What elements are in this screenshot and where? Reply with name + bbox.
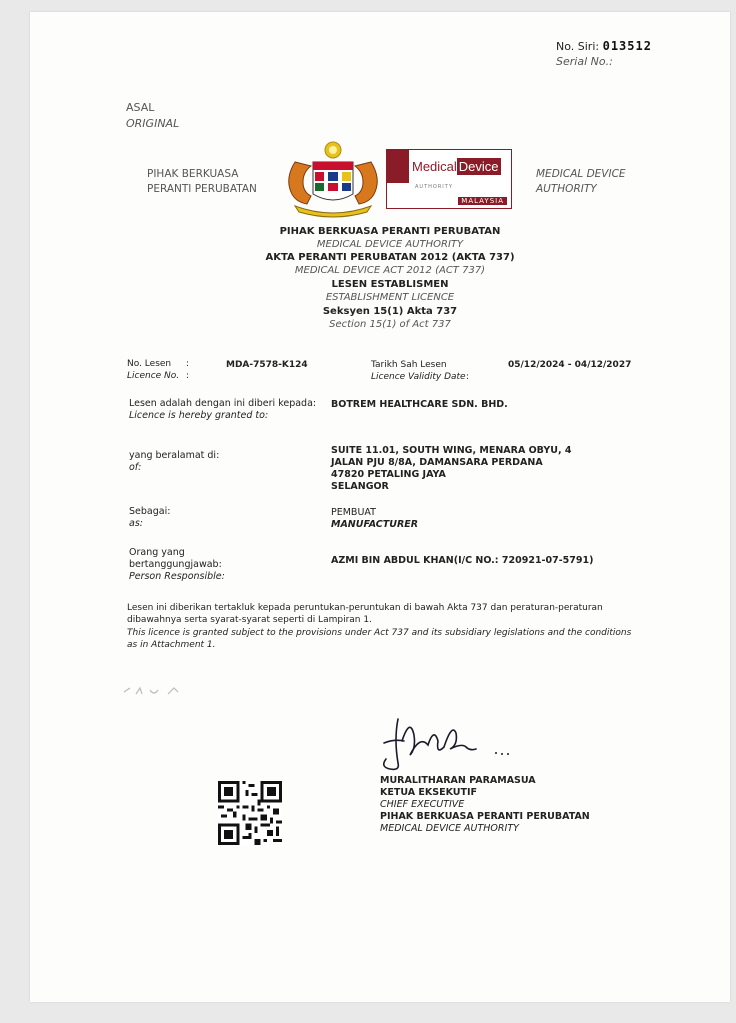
licence-no-label-en: Licence No. [127, 371, 180, 381]
serial-number: 013512 [602, 39, 652, 53]
address-line-1: SUITE 11.01, SOUTH WING, MENARA OBYU, 4 [331, 445, 572, 456]
validity-label-en: Licence Validity Date [371, 372, 466, 382]
address-line-4: SELANGOR [331, 481, 389, 492]
title-authority-ms: PIHAK BERKUASA PERANTI PERUBATAN [279, 226, 501, 237]
authority-name-ms-2: PERANTI PERUBATAN [147, 183, 257, 195]
serial-label-en: Serial No.: [556, 55, 613, 68]
address-label: yang beralamat di: [129, 450, 220, 461]
role-label-en: as: [129, 518, 143, 529]
validity-colon: : [466, 372, 470, 382]
handwritten-signature [378, 713, 518, 775]
original-label-en: ORIGINAL [126, 117, 180, 130]
title-licence-ms: LESEN ESTABLISMEN [331, 279, 449, 290]
terms-en-2: as in Attachment 1. [127, 640, 216, 650]
person-label-1: Orang yang [129, 547, 185, 558]
serial-label: No. Siri: 013512 [556, 39, 652, 53]
qr-code-icon [218, 781, 282, 845]
faint-stamp-mark [120, 682, 190, 700]
terms-ms-1: Lesen ini diberikan tertakluk kepada peruntukan-peruntukan di bawah Akta 737 dan peraturan-peraturan [127, 603, 603, 613]
person-value: AZMI BIN ABDUL KHAN(I/C NO.: 720921-07-5791) [331, 555, 594, 566]
title-act-en: MEDICAL DEVICE ACT 2012 (ACT 737) [294, 265, 486, 276]
validity-label: Tarikh Sah Lesen [371, 360, 447, 370]
signatory-name: MURALITHARAN PARAMASUA [380, 775, 536, 786]
title-section-ms: Seksyen 15(1) Akta 737 [322, 306, 458, 317]
person-label-en: Person Responsible: [129, 571, 225, 582]
signatory-title-en: CHIEF EXECUTIVE [380, 799, 465, 810]
signatory-title-ms: KETUA EKSEKUTIF [380, 787, 478, 798]
authority-name-ms-1: PIHAK BERKUASA [147, 168, 239, 180]
validity-value: 05/12/2024 - 04/12/2027 [508, 360, 632, 370]
licence-no-colon-en: : [186, 371, 190, 381]
licence-no-colon: : [186, 359, 190, 369]
mda-logo: Medical Device AUTHORITY MALAYSIA [386, 149, 512, 209]
terms-ms-2: dibawahnya serta syarat-syarat seperti di Lampiran 1. [127, 615, 372, 625]
granted-to-label-en: Licence is hereby granted to: [129, 410, 269, 421]
licence-no-label: No. Lesen [127, 359, 172, 369]
licensee-name: BOTREM HEALTHCARE SDN. BHD. [331, 399, 508, 410]
malaysia-coat-of-arms-icon [281, 140, 385, 218]
role-value-en: MANUFACTURER [331, 519, 419, 530]
signatory-org-ms: PIHAK BERKUASA PERANTI PERUBATAN [380, 811, 590, 822]
signatory-org-en: MEDICAL DEVICE AUTHORITY [380, 823, 519, 834]
authority-name-en-2: AUTHORITY [536, 183, 597, 195]
original-label: ASAL [126, 101, 155, 114]
title-section-en: Section 15(1) of Act 737 [329, 319, 451, 330]
role-value: PEMBUAT [331, 507, 376, 518]
licence-no-value: MDA-7578-K124 [226, 360, 308, 370]
terms-en-1: This licence is granted subject to the provisions under Act 737 and its subsidiary legislations and the conditions [127, 628, 632, 638]
address-line-2: JALAN PJU 8/8A, DAMANSARA PERDANA [331, 457, 543, 468]
address-line-3: 47820 PETALING JAYA [331, 469, 446, 480]
role-label: Sebagai: [129, 506, 171, 517]
address-label-en: of: [129, 462, 142, 473]
person-label-2: bertanggungjawab: [129, 559, 222, 570]
granted-to-label: Lesen adalah dengan ini diberi kepada: [129, 398, 317, 409]
authority-name-en-1: MEDICAL DEVICE [536, 168, 626, 180]
title-act-ms: AKTA PERANTI PERUBATAN 2012 (AKTA 737) [265, 252, 515, 263]
title-licence-en: ESTABLISHMENT LICENCE [325, 292, 455, 303]
title-authority-en: MEDICAL DEVICE AUTHORITY [316, 239, 464, 250]
